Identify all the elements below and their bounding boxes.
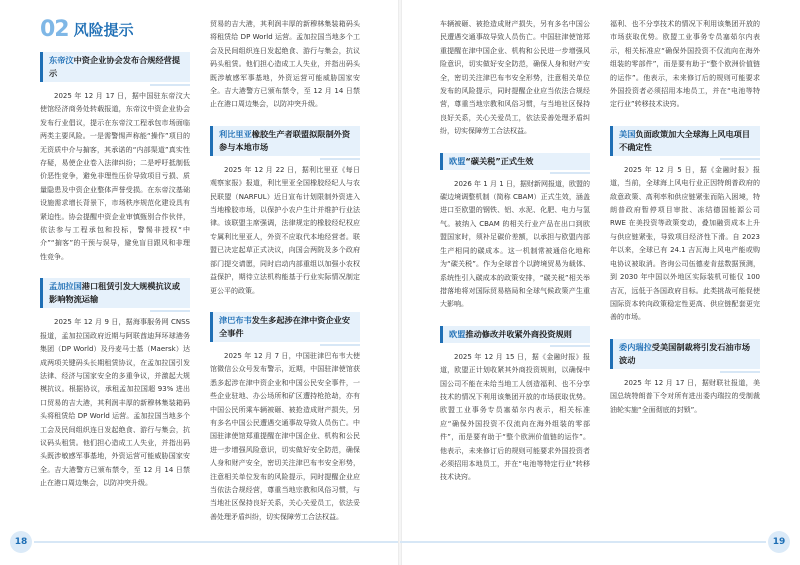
article-heading-timor-leste: 东帝汶中资企业协会发布合规经营提示 [40, 52, 190, 82]
page-number-right: 19 [768, 531, 790, 553]
article-heading-us-wind: 美国负面政策加大全球海上风电项目不确定性 [610, 126, 760, 156]
section-title: 风险提示 [73, 21, 134, 39]
article-paragraph: 2025 年 12 月 17 日，据财联社报道，美国总统特朗普下令对所有进出委内瑞拉的受制裁油轮实施“全面彻底的封锁”。 [610, 378, 760, 414]
article-paragraph: 2025 年 12 月 22 日，据利比里亚《每日观察家报》报道，利比里亚全国橡胶经纪人与农民联盟（NARFUL）近日宣布计划限制外资进入当地橡胶市场，以保护小农户生计并维护行业法律。该联盟主席强调，法律规定的橡胶经纪权应专属利比里亚人，外资不应取代本地经营者。联盟已决定起草正式决议，向国会两院及多个政府部门提交请愿，同时启动内部重组以加强小农权益保护，期待立法机构能基于行业实际情况制定更公平的政策。 [210, 165, 360, 295]
bottom-rule [34, 541, 400, 543]
article-paragraph: 2025 年 12 月 17 日，据中国驻东帝汶大使馆经济商务处转载报道，东帝汶中资企业协会发布行业倡议，提示在东帝汶工程承包市场面临两类主要风险。一是需警惕声称能“操作”项目的无资质中介与掮客，其承诺的“内部渠道”真实性存疑，易使企业卷入法律纠纷；二是呼吁抵制低价恶性竞争，避免非理性压价导致项目亏损、质量隐患及中资企业整体声誉受损。在东帝汶基础设施需求增长背景下，市场秩序规范化建设具有紧迫性。协会提醒中资企业审慎甄别合作伙伴，依法参与工程承包和投标，警惕非授权“中介”“掮客”的干预与误导，避免盲目跟风和非理性竞争。 [40, 92, 190, 261]
left-page-column-1 [40, 18, 190, 533]
bottom-rule [400, 541, 766, 543]
article-paragraph: 2025 年 12 月 7 日，中国驻津巴布韦大使馆微信公众号发布警示，近期，中国驻津使馆获悉多起涉在津中资企业和中国公民安全事件，一些企业驻地、办公场所和矿区遭持枪抢劫，亦有中国公民所乘车辆被砸、被抢造成财产损失，另有多名中国公民遭遇交通事故导致人员伤亡。中国驻津使馆郑重提醒在津中国企业、机构和公民进一步增强风险意识，切实做好安全防范，确保人身和财产安全，密切关注津巴布韦安全形势，注意相关单位发布的风险提示，同时提醒企业应当依法合规经营，尊重当地宗教和风俗习惯，与当地社区保持良好关系，关心关爱员工，依法妥善处理矛盾纠纷，切实保障劳工合法权益。 [210, 351, 360, 521]
article-paragraph: 2025 年 12 月 5 日，据《金融时报》报道，当前，全球海上风电行业正因特朗普政府的敌意政策、高利率和供应链紧张而陷入困境，特朗普政府暂停项目审批、冻结德国能源公司 RWE 在美投资等政策变动，叠加融资成本上升与供应链紧张，导致项目经济性下滑。自 2023 年以来，全球已有 24.1 吉瓦海上风电产能或购电协议被取消。咨询公司伍德麦肯兹数据预测，到 2030 年中国以外地区实际装机可能仅 100 吉瓦，远低于各国政府目标。此类挑战可能促使国际资本转向政策稳定性更高、供应链配套更完善的市场。 [610, 165, 760, 322]
article-heading-venezuela: 委内瑞拉受美国制裁将引发石油市场波动 [610, 339, 760, 369]
right-page-column-1 [440, 18, 590, 533]
article-heading-eu-investment: 欧盟推动修改并收紧外商投资规则 [440, 326, 590, 343]
article-paragraph-continued: 福利、也不分享技术的情况下利用该集团开放的市场获取优势。欧盟工业事务专员塞茹尔内表示，相关标准应“确保外国投资不仅流向在海外组装的零部件”，而是要有助于“整个欧洲价值链的运作”。他表示，未来修订后的规则可能要求外国投资者必须招用本地员工，并在“电池等特定行业”转移技术诀窍。 [610, 20, 760, 109]
article-paragraph-continued: 车辆被砸、被抢造成财产损失，另有多名中国公民遭遇交通事故导致人员伤亡。中国驻津使馆郑重提醒在津中国企业、机构和公民进一步增强风险意识，切实做好安全防范，确保人身和财产安全，密切关注津巴布韦安全形势，注意相关单位发布的风险提示，同时提醒企业应当依法合规经营，尊重当地宗教和风俗习惯，与当地社区保持良好关系，关心关爱员工，依法妥善处理矛盾纠纷，切实保障劳工合法权益。 [440, 20, 590, 136]
article-heading-liberia: 利比里亚橡胶生产者联盟拟限制外资参与本地市场 [210, 126, 360, 156]
right-page [400, 0, 800, 565]
article-paragraph: 2025 年 12 月 9 日，据海事服务网 CNSS 报道，孟加拉国政府近期与阿联酋迪拜环球港务集团（DP World）及丹麦马士基（Maersk）达成两项关键码头长期租赁协议，在孟加拉国引发法律、经济与国家安全的多重争议，并激起大规模抗议。根据协议，承租孟加拉国超 93% 进出口贸易的吉大港，其利润丰厚的新穆林集装箱码头将租赁给 DP World 运营。孟加拉国当地多个工会及民间组织连日发起绝食、游行与集会，抗议码头租赁。他们担心造成工人失业，并指出码头既涉敏感军事基地，外资运营可能威胁国家安全。吉大港警方已颁布禁令，至 12 月 14 日禁止在港口周边集会，以防冲突升级。 [40, 318, 190, 488]
section-number: 02 [40, 18, 69, 42]
left-page-column-2 [210, 18, 360, 533]
article-heading-eu-cbam: 欧盟“碳关税”正式生效 [440, 153, 590, 170]
article-paragraph-continued: 贸易的吉大港，其利润丰厚的新穆林集装箱码头将租赁给 DP World 运营。孟加拉国当地多个工会及民间组织连日发起绝食、游行与集会，抗议码头租赁。他们担心造成工人失业，并指出码头既涉敏感军事基地，外资运营可能威胁国家安全。吉大港警方已颁布禁令，至 12 月 14 日禁止在港口周边集会，以防冲突升级。 [210, 20, 360, 109]
right-page-column-2 [610, 18, 760, 533]
article-heading-bangladesh: 孟加拉国港口租赁引发大规模抗议或影响物流运输 [40, 278, 190, 308]
article-paragraph: 2026 年 1 月 1 日，据财新网报道，欧盟的碳边境调整机制（简称 CBAM）正式生效，涵盖进口至欧盟的钢铁、铝、水泥、化肥、电力与氢气。被纳入 CBAM 的相关行业产品在出口到欧盟国家时，须补足碳价差额，以承担与欧盟内部生产相同的碳成本。这一机制常被通俗化地称为“碳关税”。作为全球首个以跨境贸易为载体、系统性引入碳成本的政策安排，“碳关税”相关举措落地将对国际贸易格局和全球气候政策产生重大影响。 [440, 179, 590, 309]
article-heading-zimbabwe: 津巴布韦发生多起涉在津中资企业安全事件 [210, 312, 360, 342]
article-paragraph: 2025 年 12 月 15 日，据《金融时报》报道，欧盟正计划收紧其外商投资规则，以确保中国公司不能在未给当地工人创造福利、也不分享技术的情况下利用该集团开放的市场获取优势。欧盟工业事务专员塞茹尔内表示，相关标准应“确保外国投资不仅流向在海外组装的零部件”，而是要有助于“整个欧洲价值链的运作”。他表示，未来修订后的规则可能要求外国投资者必须招用本地员工，并在“电池等特定行业”转移技术诀窍。 [440, 352, 590, 482]
section-header [40, 18, 190, 42]
page-number-left: 18 [10, 531, 32, 553]
